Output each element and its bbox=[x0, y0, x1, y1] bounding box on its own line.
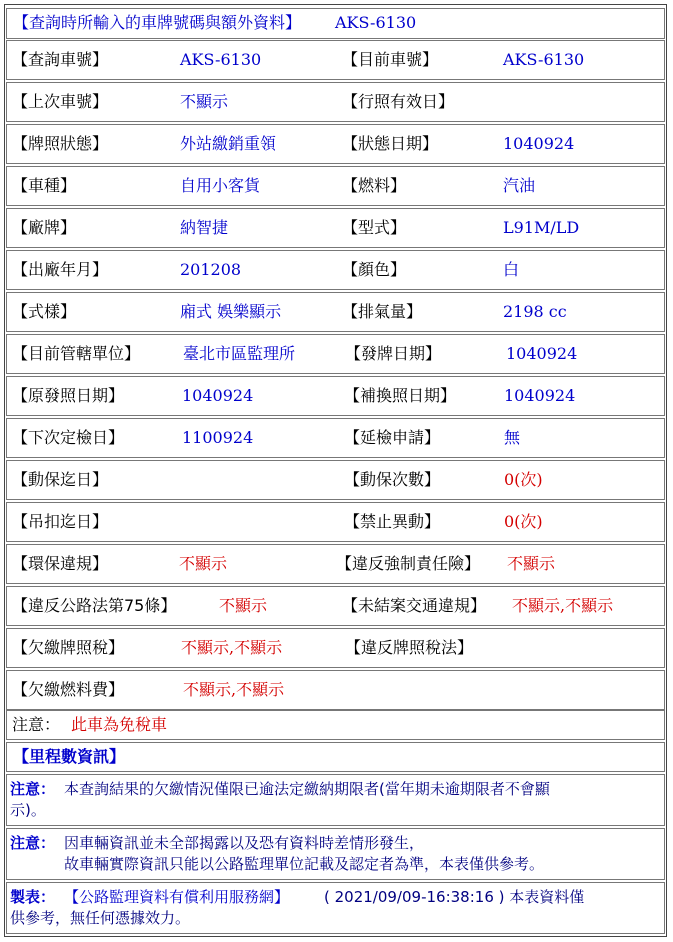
field-value: 0(次) bbox=[504, 512, 543, 531]
mileage-header-row bbox=[6, 742, 665, 772]
field-label: 【排氣量】 bbox=[342, 302, 423, 321]
disclaimer-note-row bbox=[6, 828, 665, 880]
note2-label: 注意： bbox=[10, 834, 56, 852]
field-value: 無 bbox=[504, 428, 521, 447]
field-value: 不顯示,不顯示 bbox=[512, 596, 614, 615]
field-label: 【燃料】 bbox=[342, 176, 407, 195]
arrears-note-row bbox=[6, 774, 665, 826]
record-row bbox=[6, 460, 665, 500]
field-value: 1040924 bbox=[504, 386, 576, 405]
field-label: 【動保次數】 bbox=[344, 470, 441, 489]
field-value: 不顯示 bbox=[180, 92, 229, 111]
mileage-title: 【里程數資訊】 bbox=[13, 747, 126, 766]
field-label: 【目前車號】 bbox=[342, 50, 439, 69]
field-value: 汽油 bbox=[503, 176, 536, 195]
field-value: 1040924 bbox=[506, 344, 578, 363]
field-label: 【違反強制責任險】 bbox=[336, 554, 481, 573]
field-value: 臺北市區監理所 bbox=[183, 344, 296, 363]
field-label: 【延檢申請】 bbox=[344, 428, 441, 447]
tax-exempt-notice: 此車為免稅車 bbox=[71, 715, 168, 734]
field-label: 【牌照狀態】 bbox=[12, 134, 109, 153]
note1-line2: 示)。 bbox=[10, 801, 46, 819]
field-label: 【原發照日期】 bbox=[12, 386, 125, 405]
field-label: 【發牌日期】 bbox=[345, 344, 442, 363]
record-row bbox=[6, 334, 665, 374]
field-value: 納智捷 bbox=[180, 218, 229, 237]
footer-row bbox=[6, 882, 665, 934]
query-header-row bbox=[6, 8, 665, 39]
record-row bbox=[6, 670, 665, 710]
field-value: 自用小客貨 bbox=[180, 176, 261, 195]
record-row bbox=[6, 40, 665, 80]
footer-service-name: 【公路監理資料有償利用服務網】 bbox=[64, 888, 290, 906]
tax-exempt-notice-row bbox=[6, 710, 665, 740]
record-row bbox=[6, 418, 665, 458]
field-value: 不顯示 bbox=[507, 554, 556, 573]
field-value: 0(次) bbox=[504, 470, 543, 489]
field-value: 廂式 娛樂顯示 bbox=[180, 302, 282, 321]
field-value: 白 bbox=[503, 260, 520, 279]
field-label: 【欠繳牌照稅】 bbox=[12, 638, 125, 657]
field-label: 【未結案交通違規】 bbox=[342, 596, 487, 615]
record-row bbox=[6, 628, 665, 668]
field-label: 【車種】 bbox=[12, 176, 77, 195]
note1-label: 注意： bbox=[10, 780, 56, 798]
footer-timestamp: ( 2021/09/09-16:38:16 ) 本表資料僅 bbox=[324, 888, 585, 906]
field-value: 1040924 bbox=[503, 134, 575, 153]
record-row bbox=[6, 82, 665, 122]
note2-line2: 故車輛實際資訊只能以公路監理單位記載及認定者為準，本表僅供參考。 bbox=[64, 855, 545, 873]
notice-label: 注意： bbox=[12, 715, 61, 734]
field-label: 【違反公路法第75條】 bbox=[12, 596, 177, 615]
record-row bbox=[6, 250, 665, 290]
field-label: 【廠牌】 bbox=[12, 218, 77, 237]
note1-line1: 本查詢結果的欠繳情況僅限已逾法定繳納期限者(當年期未逾期限者不會顯 bbox=[64, 780, 550, 798]
field-value: 201208 bbox=[180, 260, 242, 279]
record-row bbox=[6, 376, 665, 416]
record-row bbox=[6, 586, 665, 626]
field-label: 【式樣】 bbox=[12, 302, 77, 321]
field-label: 【上次車號】 bbox=[12, 92, 109, 111]
footer-line2: 供參考，無任何憑據效力。 bbox=[10, 909, 191, 927]
field-value: L91M/LD bbox=[503, 218, 580, 237]
field-value: 不顯示,不顯示 bbox=[181, 638, 283, 657]
field-value: 不顯示 bbox=[219, 596, 268, 615]
field-label: 【出廠年月】 bbox=[12, 260, 109, 279]
field-value: 1100924 bbox=[182, 428, 254, 447]
field-label: 【狀態日期】 bbox=[342, 134, 439, 153]
field-value: 2198 cc bbox=[503, 302, 567, 321]
note2-line1: 因車輛資訊並未全部揭露以及恐有資料時差情形發生， bbox=[64, 834, 425, 852]
field-label: 【動保迄日】 bbox=[12, 470, 109, 489]
field-value: 外站繳銷重領 bbox=[180, 134, 277, 153]
field-value: AKS-6130 bbox=[503, 50, 585, 69]
field-label: 【查詢車號】 bbox=[12, 50, 109, 69]
field-label: 【型式】 bbox=[342, 218, 407, 237]
field-label: 【行照有效日】 bbox=[342, 92, 455, 111]
field-label: 【欠繳燃料費】 bbox=[12, 680, 125, 699]
field-label: 【違反牌照稅法】 bbox=[345, 638, 474, 657]
field-label: 【環保違規】 bbox=[12, 554, 109, 573]
field-label: 【吊扣迄日】 bbox=[12, 512, 109, 531]
record-row bbox=[6, 208, 665, 248]
field-value: 不顯示 bbox=[179, 554, 228, 573]
field-label: 【補換照日期】 bbox=[344, 386, 457, 405]
field-value: 不顯示,不顯示 bbox=[183, 680, 285, 699]
field-label: 【目前管轄單位】 bbox=[12, 344, 141, 363]
record-row bbox=[6, 292, 665, 332]
record-row bbox=[6, 166, 665, 206]
field-value: AKS-6130 bbox=[180, 50, 262, 69]
field-label: 【顏色】 bbox=[342, 260, 407, 279]
query-header-title: 【查詢時所輸入的車牌號碼與額外資料】 bbox=[13, 13, 302, 32]
record-row bbox=[6, 502, 665, 542]
query-header-plate: AKS-6130 bbox=[335, 13, 417, 32]
field-value: 1040924 bbox=[182, 386, 254, 405]
footer-label: 製表： bbox=[10, 888, 56, 906]
record-row bbox=[6, 124, 665, 164]
field-label: 【下次定檢日】 bbox=[12, 428, 125, 447]
field-label: 【禁止異動】 bbox=[344, 512, 441, 531]
record-row bbox=[6, 544, 665, 584]
